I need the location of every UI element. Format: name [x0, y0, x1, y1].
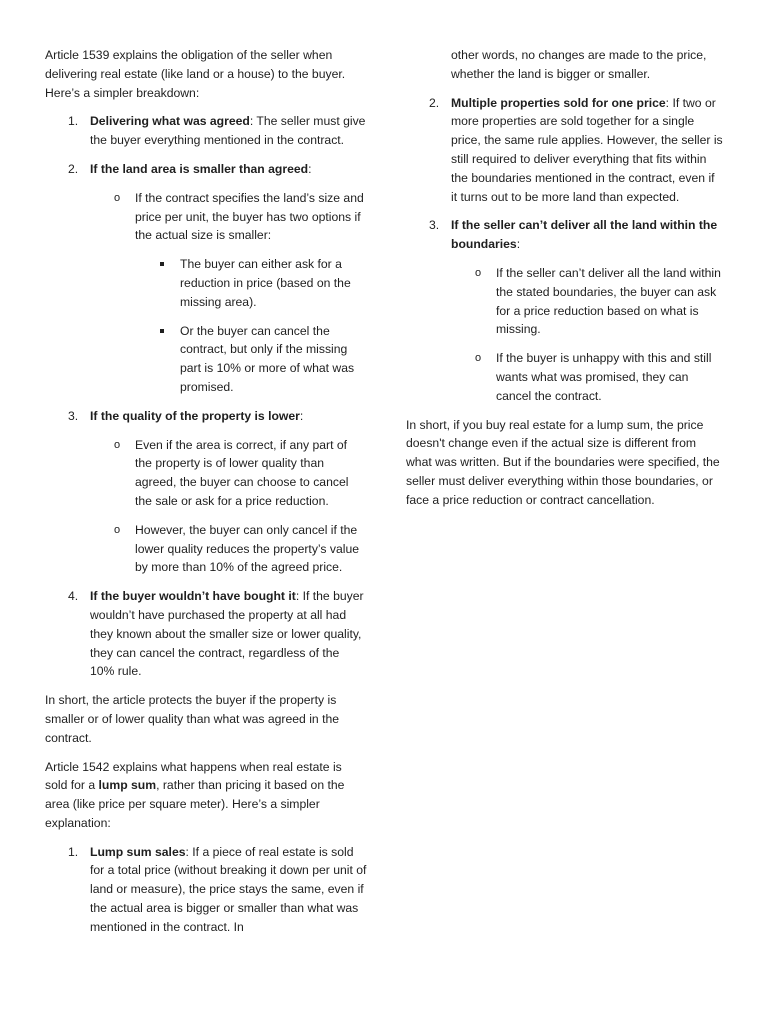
list-item-heading: Multiple properties sold for one price — [451, 95, 666, 110]
square-bullet-icon — [160, 262, 164, 266]
list-item-heading: If the quality of the property is lower — [90, 408, 300, 423]
circle-bullet-icon: o — [475, 266, 482, 279]
list-item — [406, 94, 724, 207]
list-item-text: : If two or more properties are sold together for a single price, the same rule applies. However, the seller is still required to deliver everything that fits within the boundaries mentioned in the contract, even if it turns out to be more land than expected. — [451, 95, 723, 204]
list-item-text: : — [516, 237, 521, 252]
article-1539-summary: In short, the article protects the buyer if the property is smaller or of lower quality than what was agreed in the contract. — [45, 693, 340, 745]
left-column — [45, 46, 367, 947]
list-item-text: : If the buyer wouldn’t have purchased the property at all had they known about the smaller size or lower quality, they can cancel the contract, regardless of the 10% rule. — [90, 589, 364, 679]
list-item-heading: If the seller can’t deliver all the land within the boundaries — [451, 218, 718, 252]
sub-list-item — [406, 349, 724, 405]
intro-text: Article 1542 explains what happens when real estate is sold for a — [45, 759, 342, 793]
list-item-text: : — [308, 161, 312, 176]
list-item-text: other words, no changes are made to the price, whether the land is bigger or smaller. — [451, 48, 707, 81]
intro-text: , rather than pricing it based on the area (like price per square meter). Here’s a simpler explanation: — [45, 778, 345, 830]
sub-list-item — [406, 264, 724, 339]
sub-sub-list-item — [45, 322, 367, 397]
article-1539-intro: Article 1539 explains the obligation of the seller when delivering real estate (like land or a house) to the buyer. Here’s a simpler breakdown: — [45, 48, 346, 100]
sub-list-item — [45, 189, 367, 245]
list-item-text: : If a piece of real estate is sold for a total price (without breaking it down per unit of land or measure), the price stays the same, even if the actual area is bigger or smaller than what was mentioned in the contract. In — [90, 844, 367, 934]
list-number: 2 . — [68, 160, 78, 179]
circle-bullet-icon: o — [114, 191, 121, 204]
list-number: 4 . — [68, 587, 78, 606]
list-number: 1 . — [68, 843, 78, 862]
list-number: 2 . — [429, 94, 439, 113]
list-item — [45, 160, 367, 179]
circle-bullet-icon: o — [114, 523, 121, 536]
sub-sub-list-text: Or the buyer can cancel the contract, but only if the missing part is 10% or more of what was promised. — [180, 323, 355, 394]
sub-list-text: If the seller can’t deliver all the land within the stated boundaries, the buyer can ask for a price reduction based on what is missing. — [496, 265, 721, 337]
article-1542-intro — [45, 758, 367, 833]
list-item-continuation — [406, 46, 724, 84]
circle-bullet-icon: o — [114, 438, 121, 451]
article-1542-summary: In short, if you buy real estate for a lump sum, the price doesn't change even if the actual size is different from what was written. But if the boundaries were specified, the seller must deliver everything within those boundaries, or face a price reduction or contract cancellation. — [406, 417, 720, 507]
list-item — [406, 216, 724, 254]
sub-list-text: If the contract specifies the land’s size and price per unit, the buyer has two options if the actual size is smaller: — [135, 190, 364, 243]
list-item-text: : The seller must give the buyer everything mentioned in the contract. — [90, 114, 366, 148]
sub-list-item — [45, 521, 367, 577]
list-item — [45, 843, 367, 937]
list-number: 3 . — [68, 407, 78, 426]
sub-list-text: However, the buyer can only cancel if the lower quality reduces the property’s value by more than 10% of the agreed price. — [135, 522, 360, 575]
list-item-heading: If the buyer wouldn’t have bought it — [90, 589, 296, 604]
list-item-heading: Delivering what was agreed — [90, 114, 250, 129]
sub-list-text: Even if the area is correct, if any part of the property is of lower quality than agreed, the buyer can choose to cancel the sale or ask for a price reduction. — [135, 437, 349, 508]
sub-sub-list-item — [45, 255, 367, 311]
list-item-heading: If the land area is smaller than agreed — [90, 161, 309, 176]
square-bullet-icon — [160, 329, 164, 333]
sub-list-item — [45, 436, 367, 511]
list-item-text: : — [299, 408, 304, 423]
right-column — [406, 46, 724, 520]
list-item — [45, 112, 367, 150]
sub-list-text: If the buyer is unhappy with this and still wants what was promised, they can cancel the contract. — [496, 351, 712, 403]
list-item — [45, 407, 367, 426]
circle-bullet-icon: o — [475, 352, 482, 365]
sub-sub-list-text: The buyer can either ask for a reduction in price (based on the missing area). — [180, 257, 351, 309]
list-number: 3 . — [429, 216, 439, 235]
list-item-heading: Lump sum sales — [90, 844, 186, 859]
list-number: 1 . — [68, 112, 78, 131]
list-item — [45, 587, 367, 681]
intro-bold-term: lump sum — [98, 778, 157, 793]
